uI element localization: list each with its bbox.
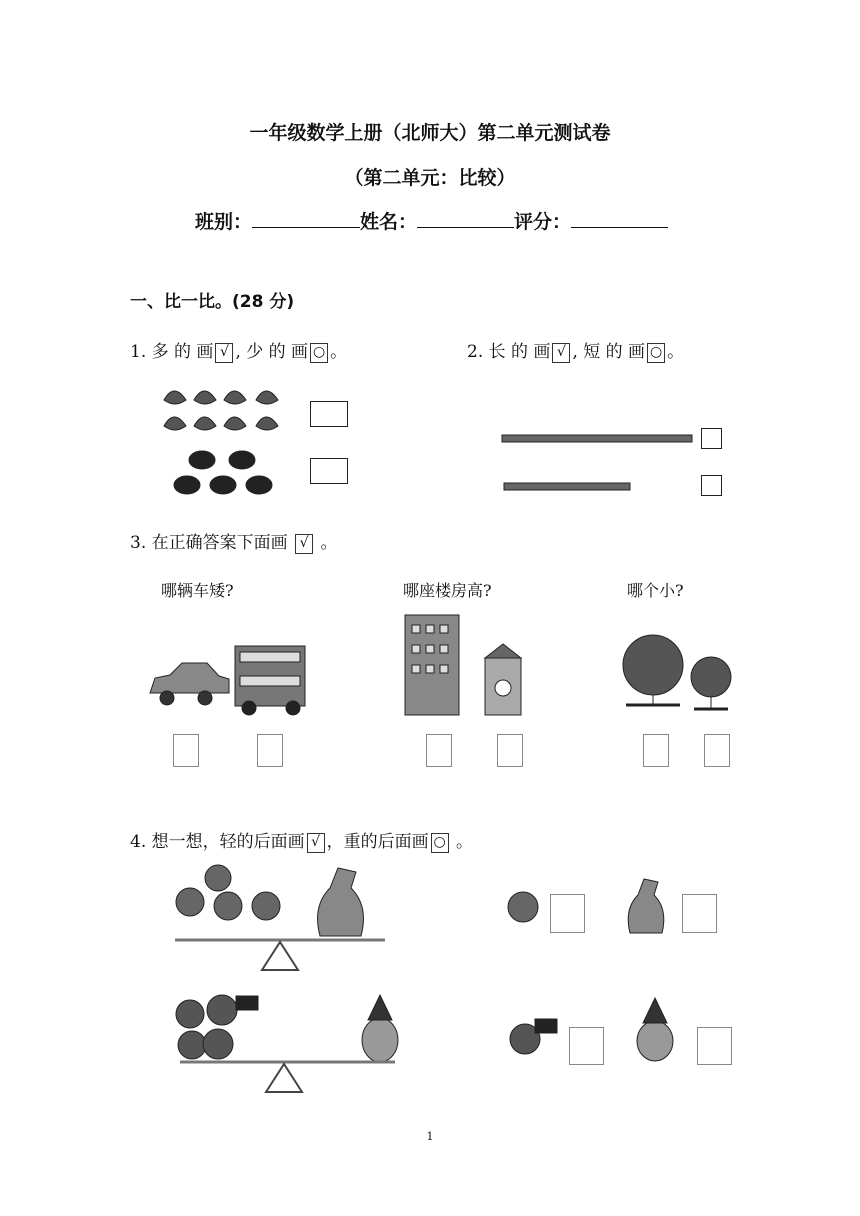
answer-box-short-rope[interactable] xyxy=(701,475,722,496)
q4-text-c: 。 xyxy=(456,832,474,852)
seesaw-icon xyxy=(175,940,385,970)
answer-box-duck[interactable] xyxy=(550,894,585,933)
answer-box-apple[interactable] xyxy=(569,1027,604,1065)
duck-icon xyxy=(176,865,280,920)
name-blank[interactable] xyxy=(417,207,514,228)
q4-text-a: 4. 想一想，轻的后面画 xyxy=(130,832,305,852)
q1-text-a: 1. 多 的 画 xyxy=(130,342,214,362)
check-box-icon: √ xyxy=(215,343,233,363)
rope-icon xyxy=(504,483,630,490)
q3-item-car: 哪辆车矮? xyxy=(161,581,234,600)
q3-globes-figure xyxy=(618,625,736,720)
q2-text-a: 2. 长 的 画 xyxy=(467,342,551,362)
page-title: 一年级数学上册（北师大）第二单元测试卷 xyxy=(249,122,611,144)
class-blank[interactable] xyxy=(252,207,360,228)
answer-box-pineapple[interactable] xyxy=(697,1027,732,1065)
answer-box-apples[interactable] xyxy=(310,458,348,484)
q1-text-b: , 少 的 画 xyxy=(235,342,309,362)
circle-box-icon: ○ xyxy=(647,343,665,363)
q4-duck-dog-options xyxy=(505,873,685,943)
q3-item-globe: 哪个小? xyxy=(627,581,684,600)
seesaw-apples-pineapple-figure xyxy=(170,990,400,1095)
section-heading: 一、比一比。(28 分) xyxy=(130,292,295,312)
q2-text-b: , 短 的 画 xyxy=(572,342,646,362)
check-box-icon: √ xyxy=(295,534,313,554)
pineapple-icon xyxy=(362,995,398,1062)
page-subtitle: （第二单元：比较） xyxy=(344,167,516,189)
small-globe-icon xyxy=(691,657,731,709)
question-3 xyxy=(130,528,337,554)
score-blank[interactable] xyxy=(571,207,668,228)
question-4 xyxy=(130,827,473,853)
apple-icon xyxy=(176,995,258,1059)
answer-box-dog[interactable] xyxy=(682,894,717,933)
question-1 xyxy=(130,337,347,363)
answer-box-car[interactable] xyxy=(173,734,199,767)
answer-box-tall-building[interactable] xyxy=(426,734,452,767)
q1-text-c: 。 xyxy=(330,342,348,362)
tall-building-icon xyxy=(405,615,459,715)
answer-box-short-building[interactable] xyxy=(497,734,523,767)
answer-box-small-globe[interactable] xyxy=(704,734,730,767)
seesaw-ducks-dog-figure xyxy=(170,858,390,973)
q2-text-c: 。 xyxy=(667,342,685,362)
car-icon xyxy=(150,663,229,705)
q1-fruits-figure xyxy=(160,380,290,500)
student-info-row xyxy=(195,207,668,234)
q3-item-building: 哪座楼房高? xyxy=(403,581,492,600)
q3-buildings-figure xyxy=(400,610,530,720)
apple-icon xyxy=(174,451,272,494)
answer-box-peaches[interactable] xyxy=(310,401,348,427)
apple-icon xyxy=(510,1019,557,1054)
answer-box-big-globe[interactable] xyxy=(643,734,669,767)
big-globe-icon xyxy=(623,635,683,705)
circle-box-icon: ○ xyxy=(310,343,328,363)
question-2 xyxy=(467,337,684,363)
circle-box-icon: ○ xyxy=(431,833,449,853)
dog-icon xyxy=(628,879,664,933)
score-label: 评分： xyxy=(514,211,572,233)
q2-ropes-figure xyxy=(500,430,700,495)
duck-icon xyxy=(508,892,538,922)
name-label: 姓名： xyxy=(360,211,418,233)
bus-icon xyxy=(235,646,305,715)
answer-box-bus[interactable] xyxy=(257,734,283,767)
q3-vehicles-figure xyxy=(145,638,315,718)
pineapple-icon xyxy=(637,998,673,1061)
check-box-icon: √ xyxy=(307,833,325,853)
answer-box-long-rope[interactable] xyxy=(701,428,722,449)
page-number: 1 xyxy=(426,1130,434,1143)
q4-text-b: ，重的后面画 xyxy=(326,832,429,852)
short-building-icon xyxy=(485,644,521,715)
q3-end: 。 xyxy=(320,533,338,553)
q3-text: 3. 在正确答案下面画 xyxy=(130,533,288,553)
class-label: 班别： xyxy=(195,211,253,233)
seesaw-icon xyxy=(180,1062,395,1092)
check-box-icon: √ xyxy=(552,343,570,363)
peach-icon xyxy=(164,391,278,430)
rope-icon xyxy=(502,435,692,442)
dog-icon xyxy=(318,868,364,936)
